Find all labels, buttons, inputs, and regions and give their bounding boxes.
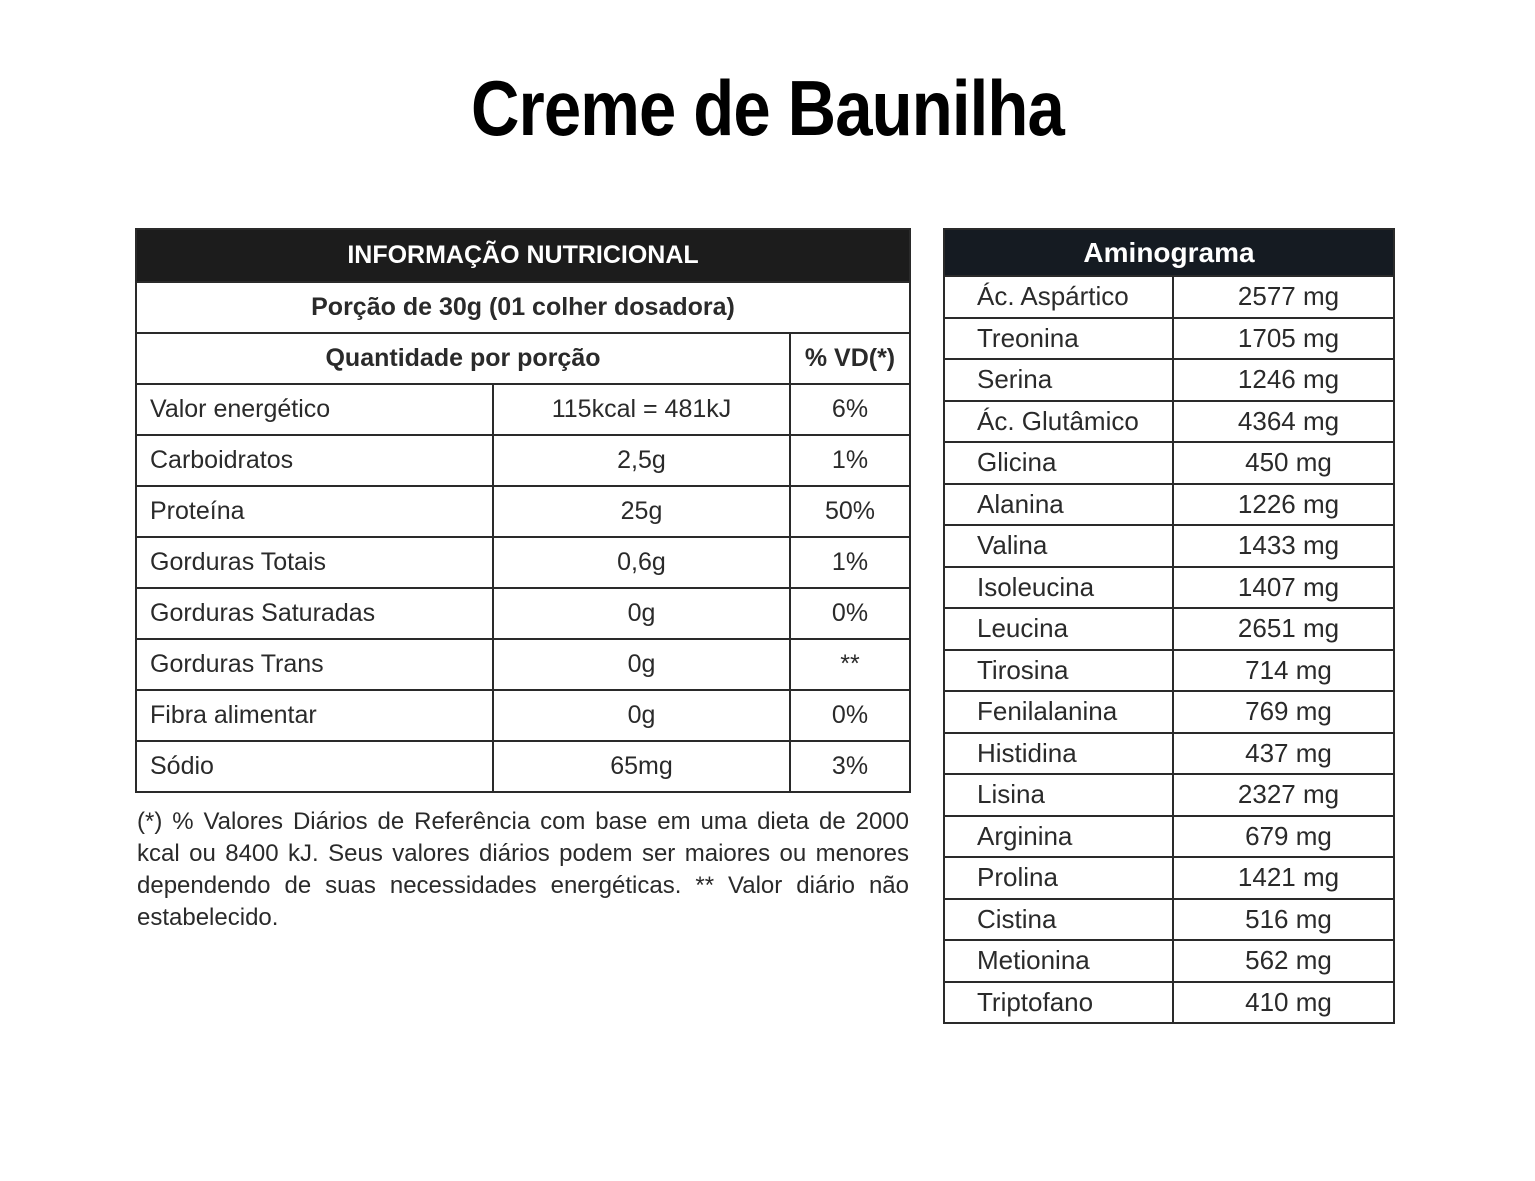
table-row	[945, 441, 1393, 483]
page-title: Creme de Baunilha	[470, 64, 1064, 152]
amino-acid-value: 1433 mg	[1237, 530, 1340, 561]
table-row	[945, 358, 1393, 400]
footnote: (*) % Valores Diários de Referência com base em uma dieta de 2000 kcal ou 8400 kJ. Seus valores diários podem ser maiores ou menores dependendo de suas necessidades energéticas. ** Valor diário não estabelecido.	[137, 808, 909, 931]
nutrient-name: Sódio	[137, 742, 494, 791]
amino-acid-value: 1407 mg	[1237, 571, 1340, 602]
amino-acid-value: 679 mg	[1245, 820, 1332, 851]
aminogram-header: Aminograma	[945, 230, 1393, 275]
table-row	[945, 856, 1393, 898]
amino-acid-value: 2577 mg	[1237, 281, 1340, 312]
nutrient-quantity: 0g	[494, 589, 791, 638]
table-row	[945, 607, 1393, 649]
nutrient-quantity: 25g	[494, 487, 791, 536]
table-row	[945, 939, 1393, 981]
table-row	[945, 690, 1393, 732]
amino-acid-value: 450 mg	[1245, 447, 1332, 478]
column-header-row	[137, 332, 909, 383]
amino-acid-name: Leucina	[945, 609, 1174, 649]
amino-acid-name: Prolina	[945, 858, 1174, 898]
amino-acid-value: 1246 mg	[1237, 364, 1340, 395]
amino-acid-value: 1705 mg	[1237, 322, 1340, 353]
table-row	[945, 732, 1393, 774]
nutrient-name: Fibra alimentar	[137, 691, 494, 740]
amino-acid-value: 714 mg	[1245, 654, 1332, 685]
table-row	[137, 383, 909, 434]
nutrient-vd: 6%	[831, 395, 869, 423]
amino-acid-name: Fenilalanina	[945, 692, 1174, 732]
nutrition-table-header: INFORMAÇÃO NUTRICIONAL	[137, 230, 909, 281]
nutrient-quantity: 0g	[494, 691, 791, 740]
table-row	[945, 317, 1393, 359]
amino-acid-name: Isoleucina	[945, 568, 1174, 608]
table-row	[945, 649, 1393, 691]
amino-acid-value: 1226 mg	[1237, 488, 1340, 519]
amino-acid-value: 4364 mg	[1237, 405, 1340, 436]
nutrient-vd: 50%	[824, 497, 876, 525]
amino-acid-name: Ác. Aspártico	[945, 277, 1174, 317]
amino-acid-name: Lisina	[945, 775, 1174, 815]
nutrition-rows	[137, 383, 909, 791]
nutrient-name: Valor energético	[137, 385, 494, 434]
nutrient-quantity: 65mg	[494, 742, 791, 791]
nutrient-name: Gorduras Totais	[137, 538, 494, 587]
table-row	[137, 740, 909, 791]
amino-acid-name: Serina	[945, 360, 1174, 400]
aminogram-table	[943, 228, 1395, 1024]
amino-acid-name: Cistina	[945, 900, 1174, 940]
nutrient-vd: **	[840, 650, 860, 678]
aminogram-rows	[945, 275, 1393, 1022]
amino-acid-value: 437 mg	[1245, 737, 1332, 768]
amino-acid-name: Tirosina	[945, 651, 1174, 691]
nutrition-table	[135, 228, 911, 793]
amino-acid-name: Arginina	[945, 817, 1174, 857]
nutrient-vd: 1%	[831, 446, 869, 474]
portion-label: Porção de 30g (01 colher dosadora)	[311, 293, 735, 321]
amino-acid-name: Valina	[945, 526, 1174, 566]
nutrient-name: Carboidratos	[137, 436, 494, 485]
nutrient-name: Gorduras Trans	[137, 640, 494, 689]
amino-acid-name: Histidina	[945, 734, 1174, 774]
table-row	[945, 566, 1393, 608]
nutrient-quantity: 0,6g	[494, 538, 791, 587]
nutrient-quantity: 2,5g	[494, 436, 791, 485]
table-row	[945, 483, 1393, 525]
amino-acid-name: Alanina	[945, 485, 1174, 525]
amino-acid-value: 1421 mg	[1237, 862, 1340, 893]
nutrient-vd: 0%	[831, 599, 869, 627]
amino-acid-value: 562 mg	[1245, 945, 1332, 976]
portion-row	[137, 281, 909, 332]
table-row	[137, 587, 909, 638]
table-row	[945, 898, 1393, 940]
nutrient-vd: 3%	[831, 752, 869, 780]
table-row	[137, 536, 909, 587]
amino-acid-value: 410 mg	[1245, 986, 1332, 1017]
nutrient-quantity: 115kcal = 481kJ	[494, 385, 791, 434]
amino-acid-value: 769 mg	[1245, 696, 1332, 727]
nutrient-vd: 1%	[831, 548, 869, 576]
table-row	[137, 638, 909, 689]
nutrient-vd: 0%	[831, 701, 869, 729]
nutrient-name: Gorduras Saturadas	[137, 589, 494, 638]
vd-column-header: % VD(*)	[804, 344, 896, 372]
table-row	[945, 400, 1393, 442]
table-row	[945, 275, 1393, 317]
table-row	[945, 981, 1393, 1023]
amino-acid-name: Glicina	[945, 443, 1174, 483]
table-row	[945, 815, 1393, 857]
amino-acid-name: Triptofano	[945, 983, 1174, 1023]
table-row	[137, 689, 909, 740]
nutrient-name: Proteína	[137, 487, 494, 536]
amino-acid-name: Ác. Glutâmico	[945, 402, 1174, 442]
amino-acid-value: 516 mg	[1245, 903, 1332, 934]
amino-acid-name: Metionina	[945, 941, 1174, 981]
table-row	[945, 524, 1393, 566]
amino-acid-value: 2651 mg	[1237, 613, 1340, 644]
table-row	[137, 485, 909, 536]
table-row	[945, 773, 1393, 815]
table-row	[137, 434, 909, 485]
amino-acid-value: 2327 mg	[1237, 779, 1340, 810]
quantity-column-header: Quantidade por porção	[137, 334, 791, 383]
nutrient-quantity: 0g	[494, 640, 791, 689]
amino-acid-name: Treonina	[945, 319, 1174, 359]
